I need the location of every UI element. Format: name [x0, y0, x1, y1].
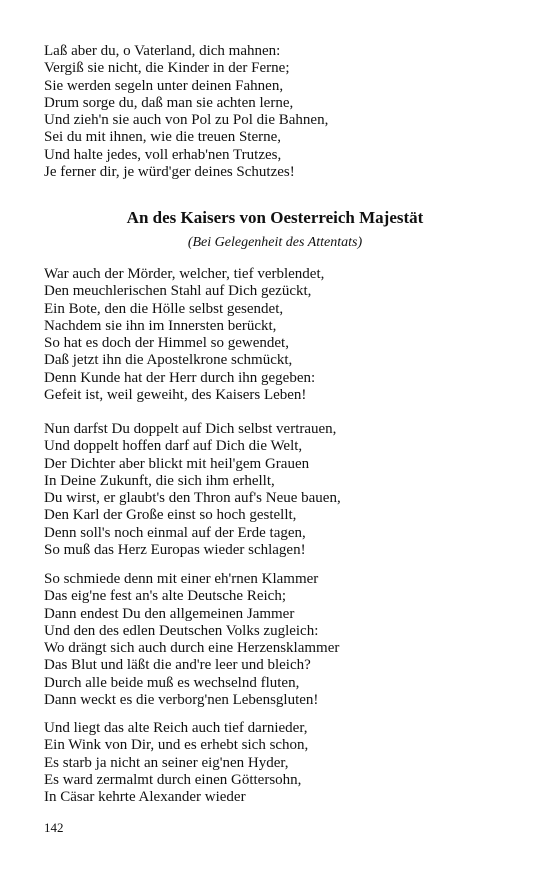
verse-line: Nun darfst Du doppelt auf Dich selbst vertrauen, — [44, 421, 337, 437]
verse-line: Du wirst, er glaubt's den Thron auf's Neue bauen, — [44, 490, 341, 506]
verse-line: Gefeit ist, weil geweiht, des Kaisers Leben! — [44, 386, 307, 403]
verse-line: Laß aber du, o Vaterland, dich mahnen: — [44, 43, 281, 59]
verse-line: So hat es doch der Himmel so gewendet, — [44, 335, 289, 351]
verse-line: Denn soll's noch einmal auf der Erde tagen, — [44, 524, 306, 541]
verse-line: Dann weckt es die verborg'nen Lebensgluten! — [44, 691, 319, 708]
verse-line: Nachdem sie ihn im Innersten berückt, — [44, 317, 277, 334]
verse-line: Den meuchlerischen Stahl auf Dich gezückt, — [44, 283, 312, 300]
verse-line: Es ward zermalmt durch einen Göttersohn, — [44, 771, 302, 788]
previous-poem-stanza — [44, 43, 328, 181]
verse-line: Es starb ja nicht an seiner eig'nen Hyder, — [44, 754, 289, 771]
verse-line: Und doppelt hoffen darf auf Dich die Welt, — [44, 438, 303, 455]
poem-stanza-3 — [44, 571, 339, 709]
verse-line: So schmiede denn mit einer eh'rnen Klammer — [44, 571, 319, 587]
poem-subtitle: (Bei Gelegenheit des Attentats) — [187, 235, 363, 250]
verse-line: So muß das Herz Europas wieder schlagen! — [44, 541, 306, 558]
verse-line: Durch alle beide muß es wechselnd fluten, — [44, 674, 300, 691]
poem-stanza-4 — [44, 720, 308, 806]
verse-line: Das Blut und läßt die and're leer und bleich? — [44, 657, 311, 674]
verse-line: Wo drängt sich auch durch eine Herzensklammer — [44, 640, 340, 656]
verse-line: Sei du mit ihnen, wie die treuen Sterne, — [44, 129, 282, 146]
verse-line: Und liegt das alte Reich auch tief darnieder, — [44, 720, 308, 736]
verse-line: Und den des edlen Deutschen Volks zugleich: — [44, 622, 319, 639]
verse-line: Ein Wink von Dir, und es erhebt sich schon, — [44, 737, 309, 754]
verse-line: Ein Bote, den die Hölle selbst gesendet, — [44, 300, 284, 317]
verse-line: In Cäsar kehrte Alexander wieder — [44, 789, 246, 805]
verse-line: Daß jetzt ihn die Apostelkrone schmückt, — [44, 352, 293, 369]
page-number: 142 — [44, 820, 64, 835]
poem-title: An des Kaisers von Oesterreich Majestät — [126, 208, 424, 227]
verse-line: Je ferner dir, je würd'ger deines Schutzes! — [44, 163, 295, 180]
verse-line: Vergiß sie nicht, die Kinder in der Ferne; — [44, 60, 290, 77]
verse-line: Sie werden segeln unter deinen Fahnen, — [44, 77, 284, 94]
verse-line: Das eig'ne fest an's alte Deutsche Reich; — [44, 588, 286, 605]
verse-line: Drum sorge du, daß man sie achten lerne, — [44, 94, 294, 111]
poem-stanza-2 — [44, 421, 341, 559]
verse-line: Denn Kunde hat der Herr durch ihn gegeben: — [44, 369, 316, 386]
verse-line: Der Dichter aber blickt mit heil'gem Grauen — [44, 455, 310, 472]
verse-line: In Deine Zukunft, die sich ihm erhellt, — [44, 472, 275, 489]
poem-stanza-1 — [44, 266, 324, 404]
verse-line: War auch der Mörder, welcher, tief verblendet, — [44, 266, 325, 282]
verse-line: Und halte jedes, voll erhab'nen Trutzes, — [44, 146, 282, 163]
verse-line: Den Karl der Große einst so hoch gestellt, — [44, 507, 297, 524]
verse-line: Dann endest Du den allgemeinen Jammer — [44, 605, 295, 622]
verse-line: Und zieh'n sie auch von Pol zu Pol die Bahnen, — [44, 112, 329, 128]
